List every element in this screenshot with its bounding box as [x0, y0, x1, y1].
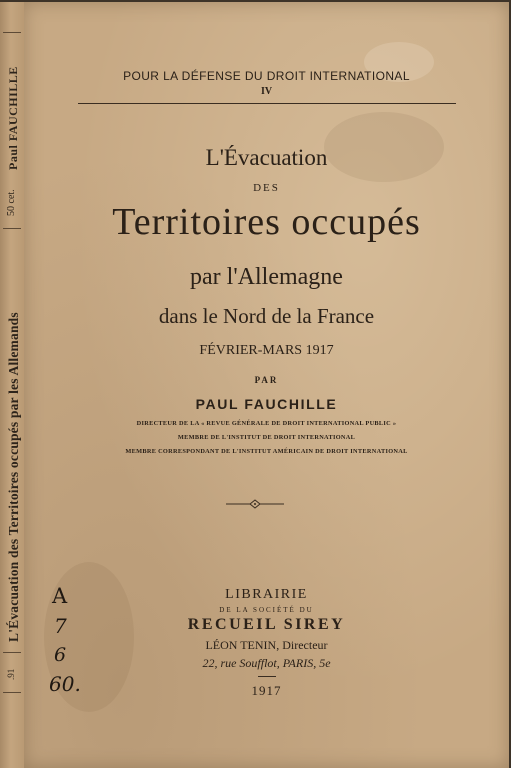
- by-label: PAR: [254, 375, 279, 385]
- publisher-name: RECUEIL SIREY: [187, 616, 346, 633]
- author-credential: DIRECTEUR DE LA « REVUE GÉNÉRALE DE DROIT INTERNATIONAL PUBLIC »: [136, 420, 397, 427]
- series-title: POUR LA DÉFENSE DU DROIT INTERNATIONAL: [123, 69, 410, 83]
- spine-rule: [3, 652, 21, 653]
- author-credential: MEMBRE CORRESPONDANT DE L'INSTITUT AMÉRICAIN DE DROIT INTERNATIONAL: [125, 448, 408, 455]
- ornament-divider: [226, 499, 284, 509]
- handwritten-note: 60.: [49, 672, 81, 696]
- handwritten-note: A: [52, 584, 68, 608]
- series-rule: [78, 103, 456, 104]
- book-spine: [0, 2, 25, 768]
- series-number: IV: [260, 86, 273, 97]
- author-credential: MEMBRE DE L'INSTITUT DE DROIT INTERNATIONAL: [177, 434, 356, 441]
- publisher-line-2: DE LA SOCIÉTÉ DU: [219, 606, 314, 614]
- publisher-director: LÉON TENIN, Directeur: [205, 638, 328, 652]
- title-line-3: Territoires occupés: [112, 201, 421, 243]
- spine-author: Paul FAUCHILLE: [6, 66, 20, 170]
- handwritten-note: 7: [54, 614, 67, 638]
- publisher-line-1: LIBRAIRIE: [225, 587, 308, 602]
- front-cover: [24, 2, 509, 768]
- title-line-4: par l'Allemagne: [190, 264, 343, 290]
- spine-rule: [3, 32, 21, 33]
- title-date: FÉVRIER-MARS 1917: [199, 343, 334, 358]
- title-line-2: DES: [253, 182, 280, 194]
- title-line-5: dans le Nord de la France: [158, 304, 375, 328]
- author-name: PAUL FAUCHILLE: [195, 396, 338, 412]
- spine-price: 50 cet.: [6, 189, 17, 216]
- title-line-1: L'Évacuation: [205, 145, 328, 170]
- publication-year: 1917: [251, 683, 282, 698]
- spine-title: L'Évacuation des Territoires occupés par les Allemands: [6, 312, 21, 642]
- spine-rule: [3, 228, 21, 229]
- handwritten-note: 6: [54, 644, 67, 666]
- year-rule: [258, 676, 276, 677]
- spine-code: .91: [6, 668, 16, 680]
- spine-rule: [3, 692, 21, 693]
- publisher-address: 22, rue Soufflot, PARIS, 5e: [202, 656, 331, 670]
